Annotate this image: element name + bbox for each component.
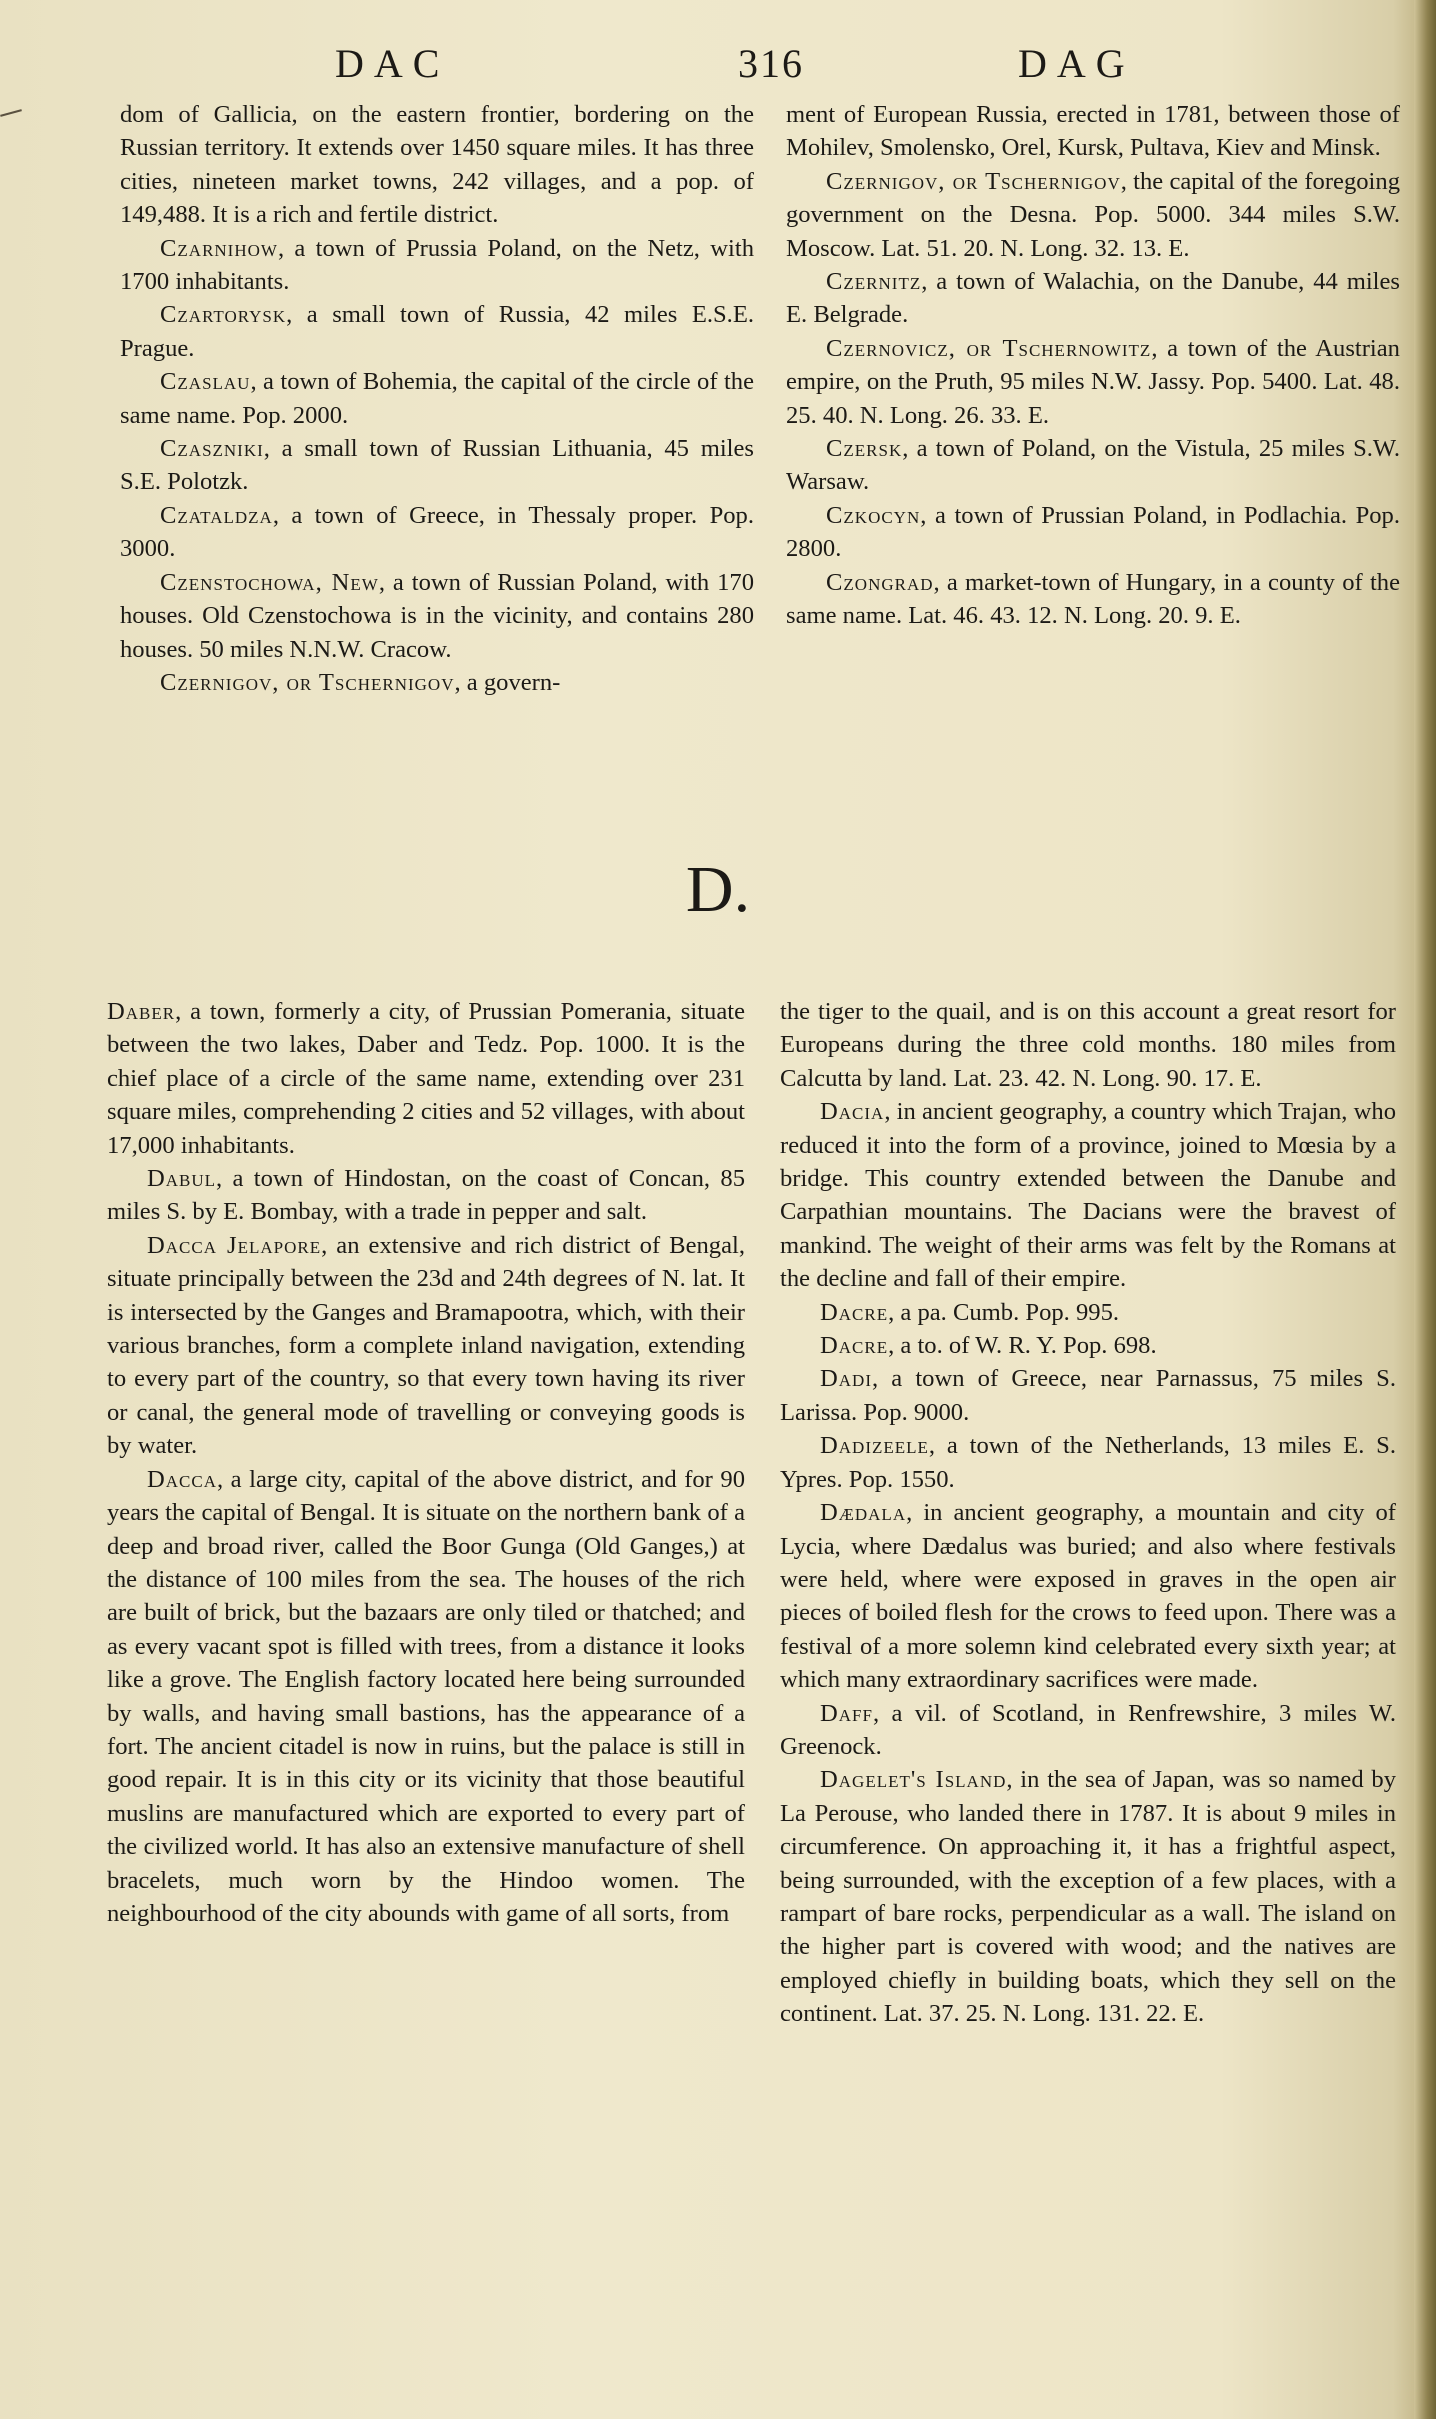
entry-headword: Dacca Jelapore: [147, 1231, 322, 1259]
entry-headword: Czarnihow: [160, 234, 278, 262]
entry-headword: Dacca: [147, 1465, 217, 1493]
running-head: [0, 40, 1436, 90]
entry-text: , an extensive and rich district of Bengal, situate principally between the 23d and 24th degrees of N. lat. It is intersected by the Ganges and Bramapootra, which, with their various branches, form a complete inland navigation, extending to every part of the country, so that every town having its river or canal, the general mode of travelling or conveying goods is by water.: [107, 1231, 745, 1460]
page-number: 316: [738, 41, 804, 86]
entry-headword: Czersk: [826, 435, 903, 463]
column-top-right: [786, 98, 1400, 633]
entry-headword: Dadi: [820, 1365, 872, 1393]
dictionary-entry: [786, 332, 1400, 432]
entry-headword: Dacre: [820, 1332, 889, 1360]
dictionary-entry: [780, 1296, 1396, 1329]
entry-text: , a town of Russian Poland, with 170 houses. Old Czenstochowa is in the vicinity, and contains 280 houses. 50 miles N.N.W. Cracow.: [120, 568, 755, 663]
page-edge: [1414, 0, 1436, 2419]
entry-headword: Dabul: [147, 1165, 217, 1193]
dictionary-entry: [786, 499, 1400, 566]
dictionary-entry: [780, 1095, 1396, 1295]
dictionary-entry: [786, 165, 1400, 265]
entry-headword: Czaslau: [160, 368, 251, 396]
entry-headword: Czenstochowa, New: [160, 568, 379, 596]
dictionary-entry: [780, 1763, 1396, 2030]
running-head-right: DAG: [1018, 41, 1135, 86]
entry-text: , a town of Greece, in Thessaly proper. Pop. 3000.: [120, 501, 754, 563]
dictionary-entry: [120, 365, 754, 432]
dictionary-entry: [786, 432, 1400, 499]
dictionary-entry: [786, 265, 1400, 332]
entry-headword: Czernigov, or Tschernigov: [826, 167, 1121, 195]
entry-headword: Czkocyn: [826, 501, 921, 529]
entry-headword: Daber: [107, 998, 176, 1025]
entry-headword: Dacre: [820, 1298, 889, 1326]
dictionary-entry: [107, 1229, 745, 1463]
entry-text: , a town of Prussia Poland, on the Netz, with 1700 inhabitants.: [120, 234, 754, 296]
entry-continuation: [786, 98, 1400, 165]
dictionary-entry: [780, 1697, 1396, 1764]
entry-text: , a town of Walachia, on the Danube, 44 miles E. Belgrade.: [786, 268, 1400, 329]
entry-text: , a town of Bohemia, the capital of the circle of the same name. Pop. 2000.: [120, 368, 754, 429]
entry-text: , a town of Prussian Poland, in Podlachia. Pop. 2800.: [786, 501, 1400, 563]
entry-headword: Czongrad: [826, 568, 934, 596]
entry-text: , a town of Hindostan, on the coast of Concan, 85 miles S. by E. Bombay, with a trade in pepper and salt.: [107, 1165, 745, 1226]
dictionary-entry: [780, 1362, 1396, 1429]
dictionary-entry: [120, 566, 754, 666]
dictionary-entry: [120, 232, 754, 299]
entry-text: , a town of the Netherlands, 13 miles E. S. Ypres. Pop. 1550.: [780, 1432, 1396, 1493]
entry-headword: Czernovicz, or Tschernowitz: [826, 334, 1152, 362]
entry-headword: Czernitz: [826, 268, 922, 296]
entry-text: , a to. of W. R. Y. Pop. 698.: [888, 1332, 1157, 1360]
entry-text: , a market-town of Hungary, in a county of the same name. Lat. 46. 43. 12. N. Long. 20. 9. E.: [786, 568, 1400, 630]
entry-headword: Dacia: [820, 1098, 885, 1126]
column-bottom-right: [780, 995, 1396, 2031]
entry-headword: Czernigov, or Tschernigov: [160, 668, 455, 696]
entry-text: , a small town of Russian Lithuania, 45 miles S.E. Polotzk.: [120, 435, 754, 496]
entry-text: , a large city, capital of the above district, and for 90 years the capital of Bengal. It is situate on the northern bank of a deep and broad river, called the Boor Gunga (Old Ganges,) at the distance of 100 miles from the sea. The houses of the rich are built of brick, but the bazaars are only tiled or thatched; and as every vacant spot is filled with trees, from a distance it looks like a grove. The English factory located here being surrounded by walls, and having small bastions, has the appearance of a fort. The ancient citadel is now in ruins, but the palace is still in good repair. It is in this city or its vicinity that those beautiful muslins are manufactured which are exported to every part of the civilized world. It has also an extensive manufacture of shell bracelets, much worn by the Hindoo women. The neighbourhood of the city abounds with game of all sorts, from: [107, 1465, 745, 1927]
entry-headword: Dagelet's Island: [820, 1766, 1007, 1794]
dictionary-entry: [780, 1329, 1396, 1362]
entry-text: , in ancient geography, a country which Trajan, who reduced it into the form of a province, joined to Mœsia by a bridge. This country extended between the Danube and Carpathian mountains. The Dacians were the bravest of mankind. The weight of their arms was felt by the Romans at the decline and fall of their empire.: [780, 1098, 1396, 1293]
dictionary-entry: [120, 499, 754, 566]
dictionary-entry: [107, 1463, 745, 1931]
entry-text: , the capital of the foregoing government on the Desna. Pop. 5000. 344 miles S.W. Moscow. Lat. 51. 20. N. Long. 32. 13. E.: [786, 167, 1400, 262]
column-bottom-left: [107, 995, 745, 1930]
entry-headword: Czartorysk: [160, 301, 287, 329]
margin-mark: [0, 109, 22, 117]
dictionary-entry: [107, 1162, 745, 1229]
dictionary-entry: [120, 666, 754, 699]
entry-text: , a small town of Russia, 42 miles E.S.E. Prague.: [120, 301, 754, 362]
dictionary-entry: [780, 1429, 1396, 1496]
entry-headword: Daff: [820, 1699, 873, 1727]
entry-text: , a town, formerly a city, of Prussian Pomerania, situate between the two lakes, Daber and Tedz. Pop. 1000. It is the chief place of a circle of the same name, extending over 231 square miles, comprehending 2 cities and 52 villages, with about 17,000 inhabitants.: [107, 998, 745, 1159]
entry-headword: Dædala: [820, 1499, 907, 1527]
dictionary-entry: [120, 432, 754, 499]
entry-text: , in the sea of Japan, was so named by La Perouse, who landed there in 1787. It is about 9 miles in circumference. On approaching it, it has a frightful aspect, being surrounded, with the exception of a few places, with a rampart of bare rocks, perpendicular as a wall. The island on the higher part is covered with wood; and the natives are employed chiefly in building boats, which they sell on the continent. Lat. 37. 25. N. Long. 131. 22. E.: [780, 1766, 1396, 2028]
entry-text: , a vil. of Scotland, in Renfrewshire, 3 miles W. Greenock.: [780, 1699, 1396, 1760]
dictionary-entry: [780, 1496, 1396, 1696]
entry-text: , a town of the Austrian empire, on the Pruth, 95 miles N.W. Jassy. Pop. 5400. Lat. 48. 25. 40. N. Long. 26. 33. E.: [786, 334, 1400, 429]
dictionary-entry: [107, 995, 745, 1162]
section-letter: D.: [685, 853, 751, 926]
entry-text: ment of European Russia, erected in 1781, between those of Mohilev, Smolensko, Orel, Kursk, Pultava, Kiev and Minsk.: [786, 101, 1400, 162]
entry-text: , a town of Greece, near Parnassus, 75 miles S. Larissa. Pop. 9000.: [780, 1365, 1396, 1426]
column-top-left: [120, 98, 754, 699]
entry-text: , in ancient geography, a mountain and city of Lycia, where Dædalus was buried; and also where festivals were held, where were exposed in graves in the open air pieces of boiled flesh for the crows to feed upon. There was a festival of a more solemn kind celebrated every sixth year; at which many extraordinary sacrifices were made.: [780, 1499, 1396, 1694]
entry-continuation: [120, 98, 754, 232]
entry-text: , a pa. Cumb. Pop. 995.: [888, 1298, 1120, 1326]
entry-headword: Czaszniki: [160, 435, 264, 463]
entry-continuation: [780, 995, 1396, 1095]
entry-text: , a town of Poland, on the Vistula, 25 miles S.W. Warsaw.: [786, 435, 1400, 496]
entry-headword: Czataldza: [160, 501, 273, 529]
entry-text: , a govern-: [454, 668, 561, 696]
dictionary-entry: [786, 566, 1400, 633]
running-head-left: DAC: [335, 41, 450, 86]
entry-headword: Dadizeele: [820, 1432, 929, 1460]
dictionary-entry: [120, 298, 754, 365]
entry-text: the tiger to the quail, and is on this account a great resort for Europeans during the three cold months. 180 miles from Calcutta by land. Lat. 23. 42. N. Long. 90. 17. E.: [780, 998, 1396, 1092]
entry-text: dom of Gallicia, on the eastern frontier, bordering on the Russian territory. It extends over 1450 square miles. It has three cities, nineteen market towns, 242 villages, and a pop. of 149,488. It is a rich and fertile district.: [120, 101, 754, 229]
